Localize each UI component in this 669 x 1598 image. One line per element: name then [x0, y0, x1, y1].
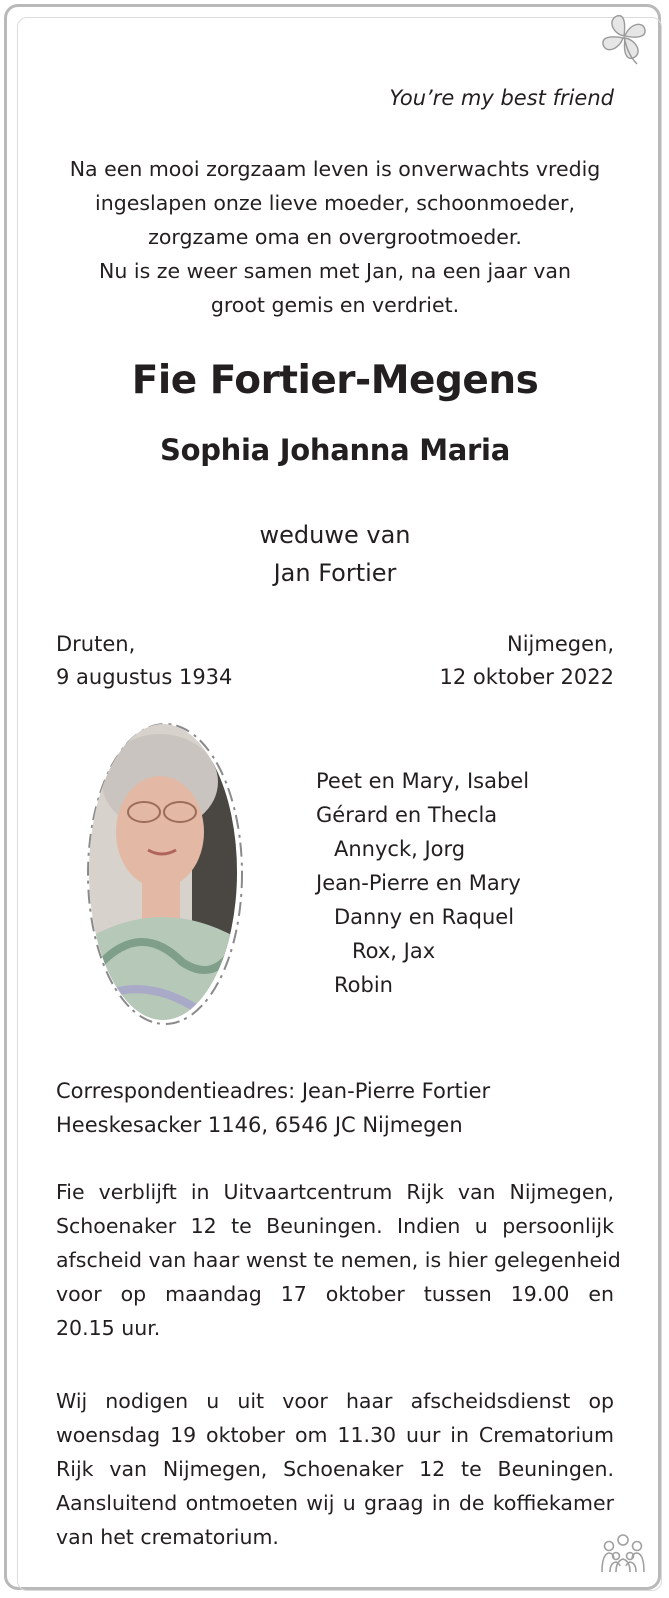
- intro-line: ingeslapen onze lieve moeder, schoonmoeder,: [95, 191, 575, 215]
- portrait-photo: [82, 722, 244, 1032]
- deceased-full-name: Sophia Johanna Maria: [160, 433, 510, 467]
- address-line: Heeskesacker 1146, 6546 JC Nijmegen: [56, 1113, 463, 1137]
- paragraph-line: Fie verblijft in Uitvaartcentrum Rijk van Nijmegen,: [56, 1180, 614, 1204]
- birth-place: Druten,: [56, 632, 136, 656]
- death-place: Nijmegen,: [507, 632, 614, 656]
- intro-line: groot gemis en verdriet.: [210, 293, 460, 317]
- paragraph-line: 20.15 uur.: [56, 1316, 161, 1340]
- family-member: Gérard en Thecla: [316, 803, 498, 827]
- family-member: Rox, Jax: [352, 939, 436, 963]
- family-member: Danny en Raquel: [334, 905, 515, 929]
- family-member: Robin: [334, 973, 393, 997]
- death-info: [440, 628, 615, 694]
- family-people-icon: [599, 1532, 647, 1574]
- visitation-paragraph: [56, 1175, 621, 1345]
- intro-text: [56, 152, 614, 322]
- intro-line: zorgzame oma en overgrootmoeder.: [148, 225, 522, 249]
- paragraph-line: voor op maandag 17 oktober tussen 19.00 en: [56, 1282, 614, 1306]
- deceased-name: Fie Fortier-Megens: [131, 358, 539, 403]
- death-date: 12 oktober 2022: [439, 665, 614, 689]
- paragraph-line: Rijk van Nijmegen, Schoenaker 12 te Beuningen.: [56, 1457, 614, 1481]
- intro-line: Na een mooi zorgzaam leven is onverwachts vredig: [69, 157, 601, 181]
- paragraph-line: afscheid van haar wenst te nemen, is hier gelegenheid: [56, 1248, 621, 1272]
- birth-info: [56, 628, 232, 694]
- motto: You’re my best friend: [389, 86, 614, 110]
- birth-date: 9 augustus 1934: [56, 665, 233, 689]
- paragraph-line: Schoenaker 12 te Beuningen. Indien u persoonlijk: [56, 1214, 614, 1238]
- paragraph-line: Aansluitend ontmoeten wij u graag in de koffiekamer: [56, 1491, 614, 1515]
- family-member: Jean-Pierre en Mary: [316, 871, 521, 895]
- family-member: Annyck, Jorg: [334, 837, 466, 861]
- four-leaf-clover-icon: [593, 6, 655, 68]
- widow-line: weduwe van: [259, 521, 411, 549]
- paragraph-line: van het crematorium.: [56, 1525, 279, 1549]
- correspondence-address: [56, 1074, 614, 1142]
- address-line: Correspondentieadres: Jean-Pierre Fortier: [56, 1079, 491, 1103]
- family-list: [316, 764, 529, 1002]
- spouse-name: Jan Fortier: [273, 559, 397, 587]
- service-paragraph: [56, 1384, 614, 1554]
- intro-line: Nu is ze weer samen met Jan, na een jaar van: [99, 259, 571, 283]
- paragraph-line: woensdag 19 oktober om 11.30 uur in Crematorium: [56, 1423, 614, 1447]
- family-member: Peet en Mary, Isabel: [316, 769, 530, 793]
- widow-of: [56, 516, 614, 592]
- paragraph-line: Wij nodigen u uit voor haar afscheidsdienst op: [56, 1389, 614, 1413]
